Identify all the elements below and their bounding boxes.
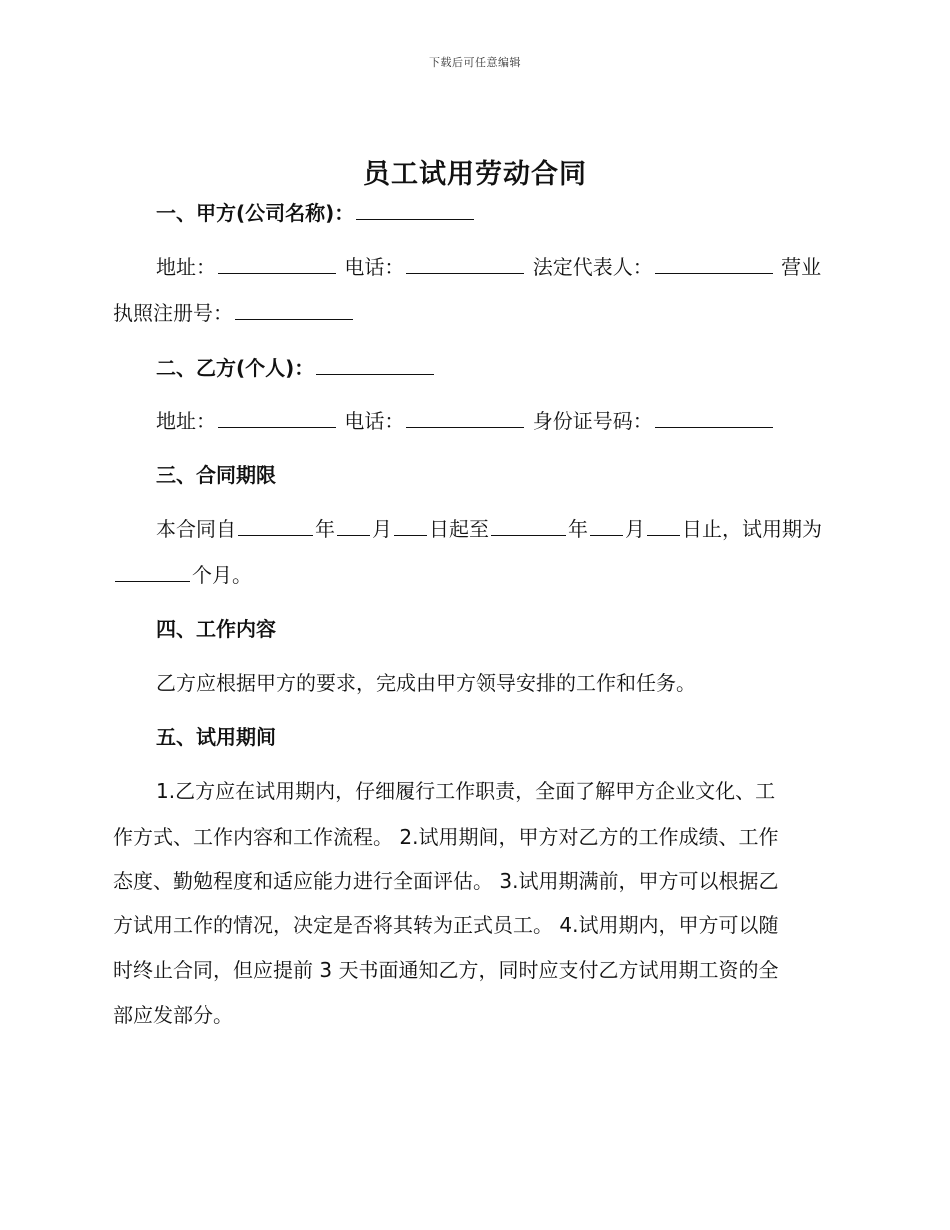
start-day-blank xyxy=(394,517,427,536)
license-blank xyxy=(235,301,353,320)
start-day-label: 日起至 xyxy=(429,517,489,541)
party-b-phone-blank xyxy=(406,409,524,428)
start-month-label: 月 xyxy=(372,517,392,541)
trial-months-blank xyxy=(115,563,190,582)
section1-heading-line xyxy=(113,201,881,225)
section4-text: 乙方应根据甲方的要求，完成由甲方领导安排的工作和任务。 xyxy=(156,671,696,695)
section5-line-1: 1.乙方应在试用期内，仔细履行工作职责，全面了解甲方企业文化、工 xyxy=(156,779,776,803)
section1-line1 xyxy=(113,255,881,279)
party-b-address-label: 地址： xyxy=(156,409,216,433)
party-b-name-blank xyxy=(316,356,434,375)
end-year-blank xyxy=(491,517,566,536)
section5-line-6: 部应发部分。 xyxy=(113,1003,233,1027)
section1-heading: 一、甲方(公司名称)： xyxy=(156,201,355,225)
section5-line-4: 方试用工作的情况，决定是否将其转为正式员工。 4.试用期内，甲方可以随 xyxy=(113,913,779,937)
end-year-label: 年 xyxy=(568,517,588,541)
section3-p1 xyxy=(113,517,881,541)
contract-from-label: 本合同自 xyxy=(156,517,236,541)
section2-line1 xyxy=(113,409,881,433)
end-month-blank xyxy=(590,517,623,536)
section5-line-3: 态度、勤勉程度和适应能力进行全面评估。 3.试用期满前，甲方可以根据乙 xyxy=(113,869,779,893)
party-a-address-label: 地址： xyxy=(156,255,216,279)
party-a-phone-label: 电话： xyxy=(344,255,405,279)
section3-heading: 三、合同期限 xyxy=(156,463,276,487)
start-month-blank xyxy=(337,517,370,536)
legal-rep-blank xyxy=(655,255,773,274)
party-a-address-blank xyxy=(218,255,336,274)
end-day-label: 日止，试用期为 xyxy=(682,517,822,541)
document-title: 员工试用劳动合同 xyxy=(363,159,587,190)
section4-heading: 四、工作内容 xyxy=(156,617,276,641)
id-number-label: 身份证号码： xyxy=(532,409,653,433)
section2-heading: 二、乙方(个人)： xyxy=(156,356,315,380)
trial-months-label: 个月。 xyxy=(192,563,252,587)
party-a-phone-blank xyxy=(406,255,524,274)
section2-heading-line xyxy=(113,356,881,380)
end-day-blank xyxy=(647,517,680,536)
id-number-blank xyxy=(655,409,773,428)
section1-line2 xyxy=(113,301,838,325)
section5-line-5: 时终止合同，但应提前 3 天书面通知乙方，同时应支付乙方试用期工资的全 xyxy=(113,958,779,982)
section5-heading: 五、试用期间 xyxy=(156,725,276,749)
section5-line-2: 作方式、工作内容和工作流程。 2.试用期间，甲方对乙方的工作成绩、工作 xyxy=(113,825,779,849)
party-b-phone-label: 电话： xyxy=(344,409,405,433)
company-name-blank xyxy=(356,201,474,220)
header-note: 下载后可任意编辑 xyxy=(429,56,521,69)
business-label-part1: 营业 xyxy=(781,255,822,279)
party-b-address-blank xyxy=(218,409,336,428)
section3-p2 xyxy=(113,563,838,587)
end-month-label: 月 xyxy=(625,517,645,541)
legal-rep-label: 法定代表人： xyxy=(532,255,653,279)
license-label: 执照注册号： xyxy=(113,301,233,325)
start-year-blank xyxy=(238,517,313,536)
start-year-label: 年 xyxy=(315,517,335,541)
